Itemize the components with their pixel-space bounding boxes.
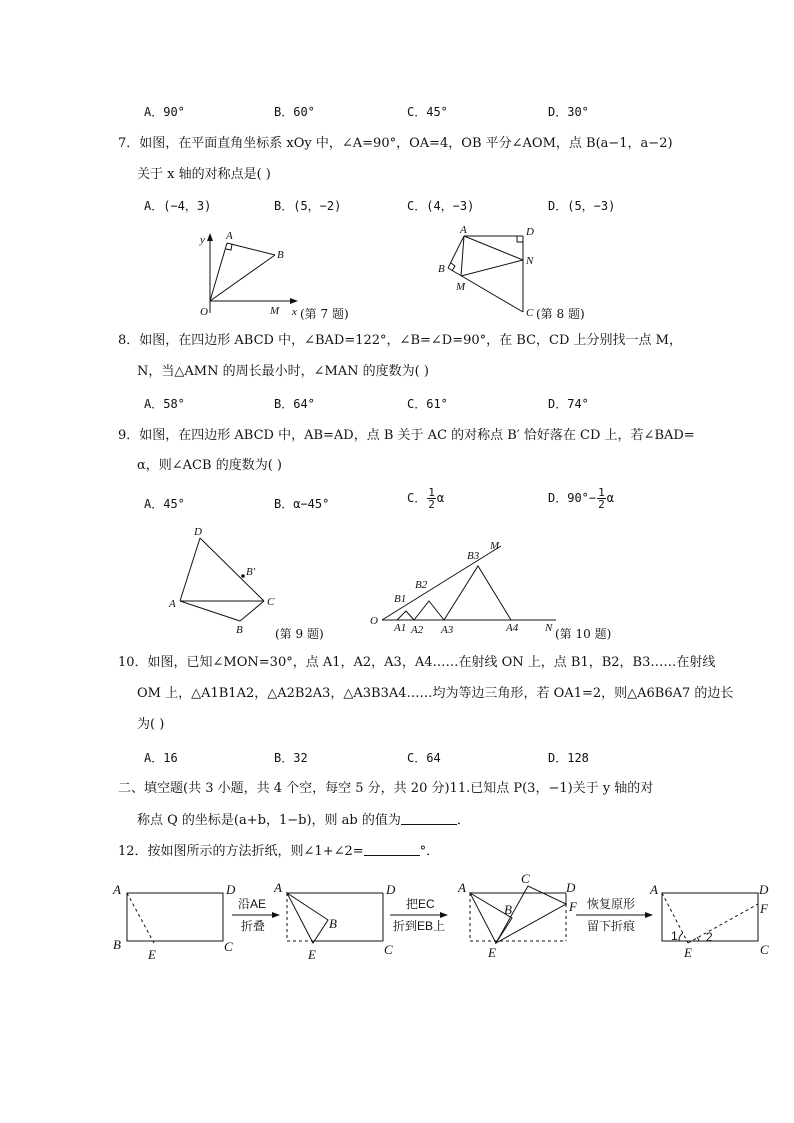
- q10-option-a: A．16: [144, 751, 178, 765]
- p1-label-a: A: [113, 882, 121, 897]
- y-axis-arrow-icon: [207, 233, 213, 241]
- q7-stem-line2: 关于 x 轴的对称点是( ): [137, 167, 271, 182]
- q6-option-a: A．90°: [144, 105, 185, 119]
- label-a2: A2: [411, 624, 424, 636]
- label-n: N: [545, 622, 553, 634]
- q11-text-end: ．: [456, 813, 470, 828]
- q9-option-b: B．α−45°: [274, 497, 330, 511]
- p4-label-e: E: [684, 945, 692, 960]
- p2-label-c: C: [384, 942, 393, 957]
- p3-label-b: B: [504, 902, 512, 917]
- step1-top-label: 沿AE: [238, 897, 267, 911]
- label-a3: A3: [441, 624, 454, 636]
- step3-bottom-label: 留下折痕: [587, 919, 636, 933]
- triangle-1: [397, 611, 414, 620]
- step2-bottom-label: 折到EB上: [393, 919, 446, 933]
- q10-stem-line3: 为( ): [137, 717, 165, 732]
- section2-heading-line1: 二、填空题(共 3 小题，共 4 个空，每空 5 分，共 20 分)11.已知点 P(3，−1)关于 y 轴的对: [118, 781, 654, 796]
- q9-option-d-fraction: [597, 487, 606, 510]
- q10-option-d: D．128: [548, 751, 589, 765]
- label-a: A: [460, 224, 467, 236]
- q12-answer-blank: [364, 843, 420, 856]
- caption-q10: (第 10 题): [555, 627, 612, 641]
- p1-label-d: D: [226, 882, 236, 897]
- panel3-triangle-abe: [470, 893, 512, 943]
- panel4-angle2-arc: [697, 937, 699, 941]
- segment-ab: [227, 243, 275, 255]
- q9-option-d-denominator: 2: [598, 498, 605, 511]
- panel1-fold-line: [127, 893, 154, 943]
- p3-label-c: C: [521, 871, 530, 886]
- side-da: [180, 538, 200, 601]
- q10-option-c: C．64: [407, 751, 441, 765]
- p3-label-e: E: [488, 945, 496, 960]
- q7-option-c: C．(4，−3): [407, 199, 475, 213]
- p2-label-d: D: [386, 882, 396, 897]
- panel2-folded-triangle: [287, 893, 328, 943]
- label-d: D: [526, 226, 534, 238]
- label-m: M: [490, 540, 500, 552]
- arrow1-head-icon: [272, 912, 280, 918]
- q9-stem-line1: 9．如图，在四边形 ABCD 中，AB=AD，点 B 关于 AC 的对称点 B′ 恰好落在 CD 上，若∠BAD=: [118, 428, 695, 443]
- q10-stem-line1: 10．如图，已知∠MON=30°，点 A1，A2，A3，A4……在射线 ON 上，点 B1，B2，B3……在射线: [118, 655, 716, 670]
- p2-label-e: E: [308, 947, 316, 962]
- q10-option-b: B．32: [274, 751, 308, 765]
- q9-option-c-prefix: C．: [407, 491, 427, 505]
- p4-label-c: C: [760, 942, 769, 957]
- label-b1: B1: [394, 593, 407, 605]
- q9-option-c-suffix: α: [436, 491, 445, 505]
- x-axis-arrow-icon: [290, 298, 298, 304]
- q9-option-c-fraction: [427, 487, 436, 510]
- p4-label-d: D: [759, 882, 769, 897]
- label-b2: B2: [415, 579, 428, 591]
- label-x: x: [292, 306, 297, 318]
- q9-option-c: [407, 487, 444, 510]
- caption-q7: (第 7 题): [300, 307, 349, 321]
- q8-option-d: D．74°: [548, 397, 589, 411]
- p4-label-a: A: [650, 882, 658, 897]
- q11-text: 称点 Q 的坐标是(a+b，1−b)，则 ab 的值为: [137, 813, 401, 828]
- label-o: O: [200, 306, 208, 318]
- p3-label-f: F: [569, 899, 577, 914]
- q9-option-c-denominator: 2: [428, 498, 435, 511]
- q9-option-d-suffix: α: [606, 491, 614, 505]
- panel4-angle1-arc: [679, 933, 683, 941]
- q9-option-d-numerator: 1: [598, 486, 605, 499]
- arrow2-head-icon: [440, 912, 448, 918]
- q12-line: [118, 843, 439, 860]
- segment-oa: [210, 243, 227, 301]
- q12-text-end: °．: [419, 844, 440, 859]
- p4-label-f: F: [760, 901, 768, 916]
- p3-label-a: A: [458, 880, 466, 895]
- segment-ob: [210, 255, 275, 301]
- step1-bottom-label: 折叠: [241, 919, 266, 933]
- q7-option-b: B．(5，−2): [274, 199, 342, 213]
- q8-option-c: C．61°: [407, 397, 448, 411]
- label-b-prime: B′: [246, 566, 256, 578]
- label-m: M: [270, 305, 280, 317]
- q6-option-d: D．30°: [548, 105, 589, 119]
- label-d: D: [194, 526, 202, 538]
- label-b: B: [438, 263, 445, 275]
- p4-angle-1-label: 1: [671, 929, 678, 943]
- label-o: O: [370, 615, 378, 627]
- step2-top-label: 把EC: [406, 897, 435, 911]
- figure-q8: [430, 222, 550, 322]
- figure-q10: [368, 538, 568, 638]
- panel1-rectangle: [127, 893, 223, 941]
- q8-stem-line2: N，当△AMN 的周长最小时，∠MAN 的度数为( ): [137, 364, 429, 379]
- label-a: A: [226, 230, 233, 242]
- label-y: y: [200, 234, 205, 246]
- p3-label-d: D: [566, 880, 576, 895]
- q8-stem-line1: 8．如图，在四边形 ABCD 中，∠BAD=122°，∠B=∠D=90°，在 BC，CD 上分别找一点 M，: [118, 333, 682, 348]
- p2-label-a: A: [274, 880, 282, 895]
- label-a1: A1: [394, 622, 407, 634]
- label-a4: A4: [506, 622, 519, 634]
- q9-stem-line2: α，则∠ACB 的度数为( ): [137, 458, 282, 473]
- q6-option-b: B．60°: [274, 105, 315, 119]
- q11-answer-blank: [401, 812, 457, 825]
- label-c: C: [267, 596, 275, 608]
- q6-option-c: C．45°: [407, 105, 448, 119]
- side-bc: [240, 601, 264, 621]
- panel4-crease-ef: [688, 904, 758, 943]
- q10-stem-line2: OM 上，△A1B1A2，△A2B2A3，△A3B3A4……均为等边三角形，若 OA1=2，则△A6B6A7 的边长: [137, 686, 734, 701]
- folding-diagram: [108, 870, 778, 970]
- q7-option-d: D．(5，−3): [548, 199, 616, 213]
- q7-stem-line1: 7．如图，在平面直角坐标系 xOy 中，∠A=90°，OA=4，OB 平分∠AOM，点 B(a−1，a−2): [118, 136, 673, 151]
- q7-option-a: A．(−4，3): [144, 199, 212, 213]
- arrow3-head-icon: [645, 912, 653, 918]
- q8-option-a: A．58°: [144, 397, 185, 411]
- side-ab: [180, 601, 240, 621]
- q9-option-d: [548, 487, 614, 510]
- caption-q8: (第 8 题): [536, 307, 585, 321]
- label-m: M: [456, 281, 466, 293]
- p1-label-b: B: [113, 937, 121, 952]
- q12-text: 12．按如图所示的方法折纸，则∠1+∠2=: [118, 844, 364, 859]
- label-a: A: [169, 598, 176, 610]
- right-angle-mark-d: [517, 236, 523, 242]
- label-b: B: [277, 249, 284, 261]
- figure-q7: [190, 225, 310, 325]
- p4-angle-2-label: 2: [706, 930, 713, 944]
- label-c: C: [526, 307, 534, 319]
- label-b: B: [236, 624, 243, 636]
- segment-an: [464, 236, 523, 260]
- triangle-2: [414, 601, 444, 620]
- ray-om: [382, 546, 501, 620]
- q9-option-a: A．45°: [144, 497, 185, 511]
- figure-q9: [160, 525, 290, 640]
- q8-option-b: B．64°: [274, 397, 315, 411]
- point-b-prime: [241, 574, 245, 578]
- q11-line2: [137, 812, 470, 829]
- p1-label-c: C: [224, 939, 233, 954]
- q9-option-c-numerator: 1: [428, 486, 435, 499]
- label-n: N: [526, 255, 534, 267]
- p1-label-e: E: [148, 947, 156, 962]
- p2-label-b: B: [329, 916, 337, 931]
- step3-top-label: 恢复原形: [587, 897, 636, 911]
- triangle-3: [444, 566, 511, 620]
- segment-mn: [461, 260, 523, 276]
- caption-q9: (第 9 题): [275, 627, 324, 641]
- label-b3: B3: [467, 550, 480, 562]
- q9-option-d-prefix: D．90°−: [548, 491, 597, 505]
